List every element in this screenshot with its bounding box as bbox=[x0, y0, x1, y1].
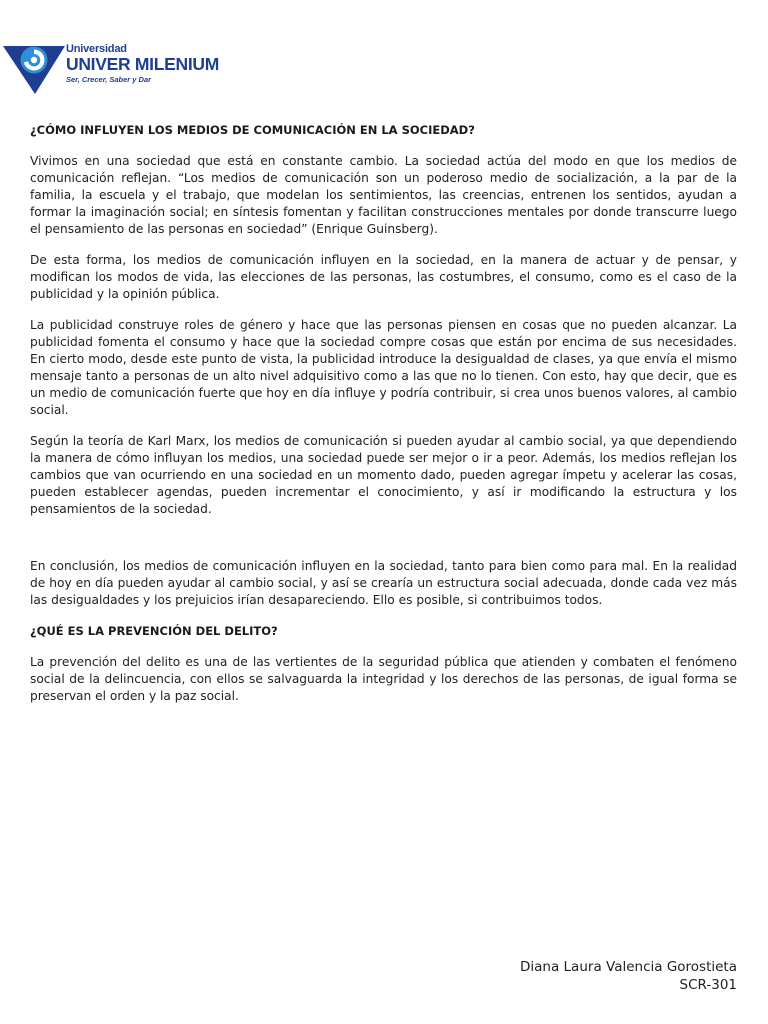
paragraph: De esta forma, los medios de comunicación influyen en la sociedad, en la manera de actuar y de pensar, y modifican los modos de vida, las elecciones de las personas, las costumbres, el consumo, como es el caso de la publicidad y la opinión pública. bbox=[30, 253, 737, 301]
paragraph: Según la teoría de Karl Marx, los medios de comunicación si pueden ayudar al cambio social, ya que dependiendo la manera de cómo influyan los medios, una sociedad puede ser mejor o ir a peor. Además, los medios reflejan los cambios que van ocurriendo en una sociedad en un momento dado, pueden agregar ímpetu y acelerar las cosas, pueden establecer agendas, pueden incrementar el conocimiento, y así ir modificando la estructura y los pensamientos de la sociedad. bbox=[30, 434, 737, 516]
paragraph: Vivimos en una sociedad que está en constante cambio. La sociedad actúa del modo en que los medios de comunicación reflejan. “Los medios de comunicación son un poderoso medio de socialización, a la par de la familia, la escuela y el trabajo, que modelan los sentimientos, las creencias, entrenen los sentidos, ayudan a formar la imaginación social; en síntesis fomentan y facilitan construcciones mentales por donde transcurre luego el pensamiento de las personas en sociedad” (Enrique Guinsberg). bbox=[30, 154, 737, 236]
paragraph: La publicidad construye roles de género y hace que las personas piensen en cosas que no pueden alcanzar. La publicidad fomenta el consumo y hace que la sociedad compre cosas que están por encima de sus necesidades. En cierto modo, desde este punto de vista, la publicidad introduce la desigualdad de clases, ya que envía el mismo mensaje tanto a personas de un alto nivel adquisitivo como a las que no lo tienen. Con esto, hay que decir, que es un medio de comunicación fuerte que hoy en día influye y podría contribuir, si crea unos buenos valores, al cambio social. bbox=[30, 318, 737, 417]
blank-line bbox=[30, 532, 737, 558]
author-signature-block bbox=[520, 958, 737, 994]
group-code: SCR-301 bbox=[679, 977, 737, 993]
document-body bbox=[30, 118, 737, 719]
paragraph-conclusion: En conclusión, los medios de comunicación influyen en la sociedad, tanto para bien como para mal. En la realidad de hoy en día pueden ayudar al cambio social, y así se crearía un estructura social adecuada, donde cada vez más las desigualdades y los prejuicios irían desapareciendo. Ello es posible, si contribuimos todos. bbox=[30, 559, 737, 607]
paragraph-crime-prevention: La prevención del delito es una de las vertientes de la seguridad pública que atienden y combaten el fenómeno social de la delincuencia, con ellos se salvaguarda la integridad y los derechos de las personas, de igual forma se preservan el orden y la paz social. bbox=[30, 655, 737, 703]
logo-slogan: Ser, Crecer, Saber y Dar bbox=[66, 75, 152, 84]
university-emblem-icon bbox=[2, 42, 68, 96]
logo-university-name: UNIVER MILENIUM bbox=[66, 54, 220, 74]
logo-wordmark bbox=[66, 44, 219, 84]
section-heading-media: ¿CÓMO INFLUYEN LOS MEDIOS DE COMUNICACIÓN EN LA SOCIEDAD? bbox=[30, 123, 475, 137]
university-logo bbox=[2, 42, 247, 98]
author-name: Diana Laura Valencia Gorostieta bbox=[520, 959, 737, 975]
section-heading-crime-prevention: ¿QUÉ ES LA PREVENCIÓN DEL DELITO? bbox=[30, 624, 278, 638]
logo-university-label: Universidad bbox=[66, 43, 127, 55]
